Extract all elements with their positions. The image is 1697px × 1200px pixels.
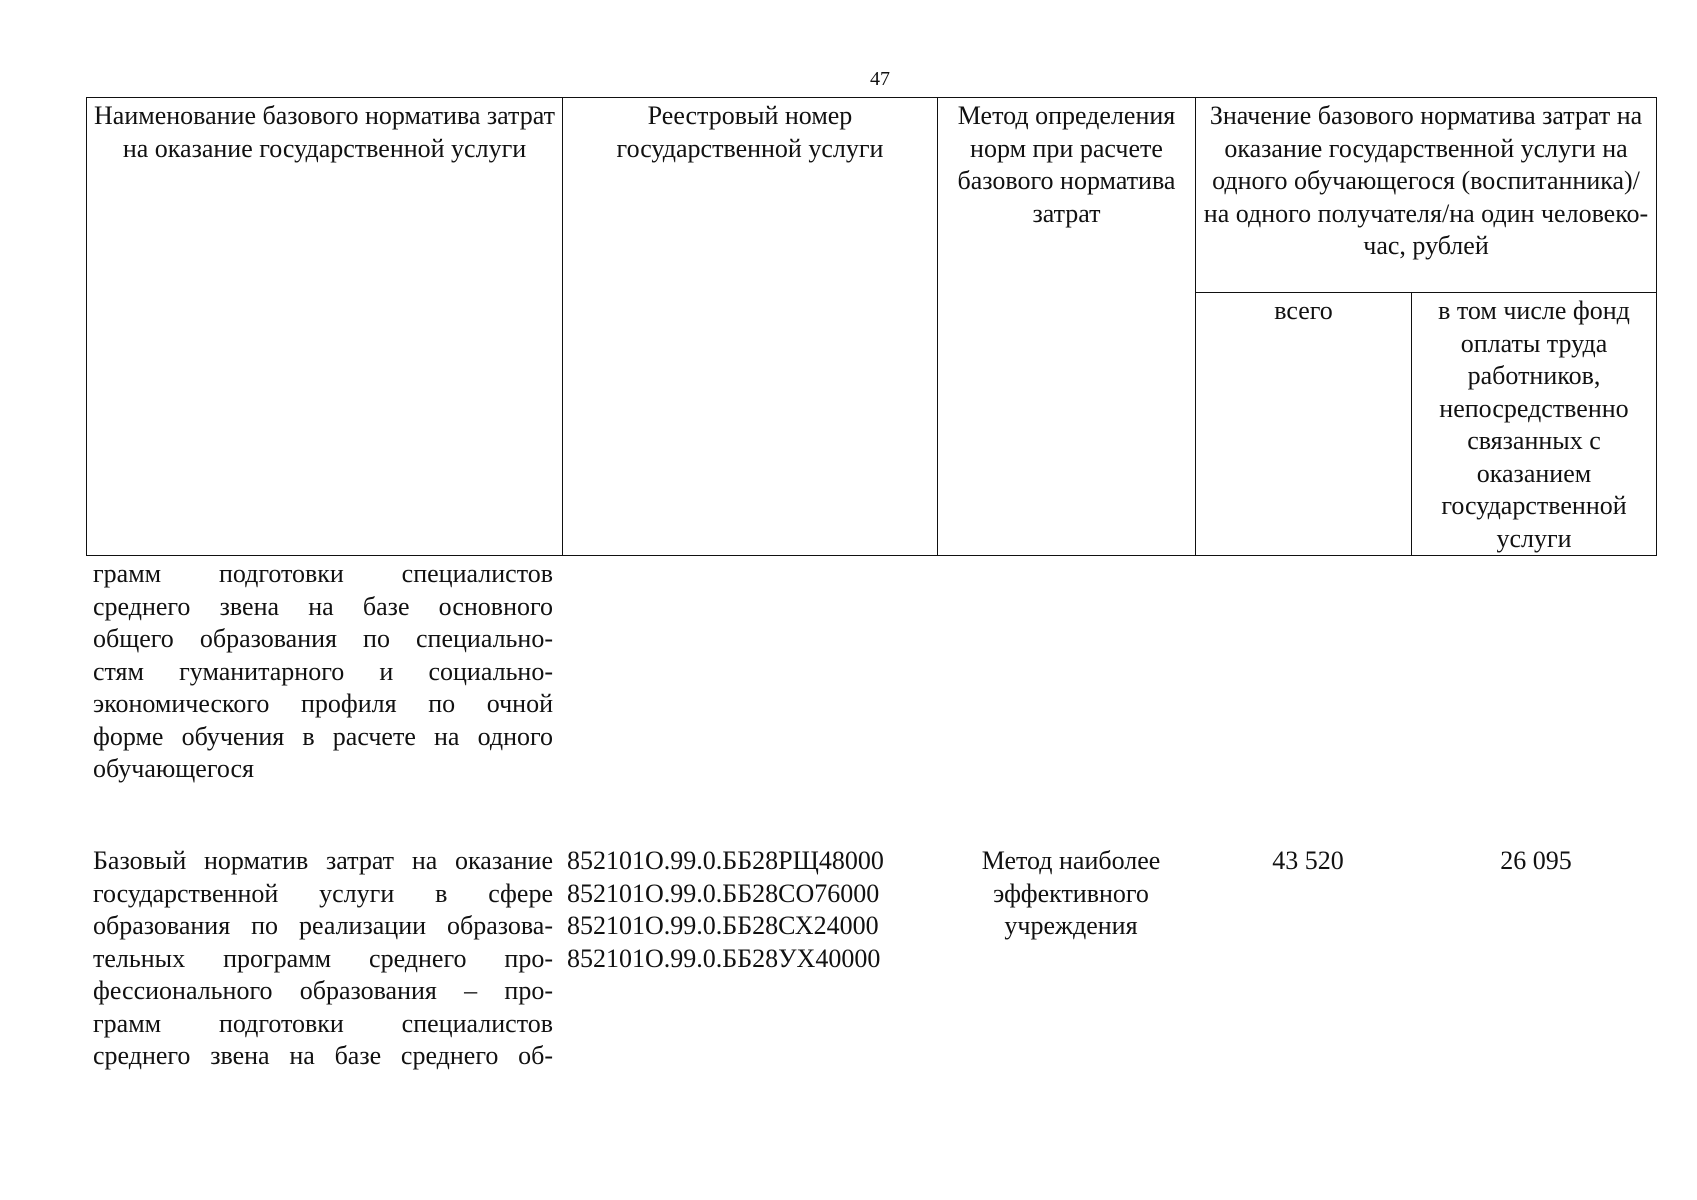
text-line: среднего звена на базе основного — [93, 591, 553, 621]
text-line: среднего звена на базе среднего об- — [93, 1041, 553, 1070]
header-method: Метод определения норм при расчете базового норматива затрат — [938, 98, 1196, 556]
total-value-cell: 43 520 — [1272, 846, 1344, 875]
wage-fund-value-cell: 26 095 — [1500, 846, 1572, 875]
text-line: экономического профиля по очной — [93, 689, 553, 718]
header-registry-number: Реестровый номер государственной услуги — [563, 98, 938, 556]
text-line: Базовый норматив затрат на оказание — [93, 846, 553, 875]
registry-number: 852101О.99.0.ББ28УХ40000 — [567, 943, 881, 973]
service-name-cell — [93, 558, 553, 786]
registry-number: 852101О.99.0.ББ28РЩ48000 — [567, 846, 884, 875]
header-wage-fund: в том числе фонд оплаты труда работников, непосредственно связанных с оказанием государственной услуги — [1412, 293, 1657, 556]
registry-number-cell — [567, 845, 942, 975]
header-service-name: Наименование базового норматива затрат на оказание государственной услуги — [87, 98, 563, 556]
header-norm-value: Значение базового норматива затрат на оказание государственной услуги на одного обучающегося (воспитанника)/на одного получателя/на один человеко-час, рублей — [1196, 98, 1657, 293]
header-total: всего — [1196, 293, 1412, 556]
text-line: тельных программ среднего про- — [93, 943, 553, 973]
text-line: грамм подготовки специалистов — [93, 1008, 553, 1038]
text-line: грамм подготовки специалистов — [93, 559, 553, 588]
text-line: государственной услуги в сфере — [93, 878, 553, 908]
text-line: фессионального образования – про- — [93, 976, 553, 1005]
service-name-cell — [93, 845, 553, 1073]
text-line: образования по реализации образова- — [93, 911, 553, 940]
text-line: стям гуманитарного и социально- — [93, 656, 553, 686]
method-cell: Метод наиболее эффективного учреждения — [981, 846, 1161, 940]
page-number: 47 — [870, 68, 890, 90]
text-line: обучающегося — [93, 754, 255, 783]
registry-number: 852101О.99.0.ББ28СХ24000 — [567, 911, 879, 940]
text-line: общего образования по специально- — [93, 624, 553, 653]
text-line: форме обучения в расчете на одного — [93, 721, 553, 751]
registry-number: 852101О.99.0.ББ28СО76000 — [567, 878, 880, 908]
header-table — [86, 97, 1657, 556]
